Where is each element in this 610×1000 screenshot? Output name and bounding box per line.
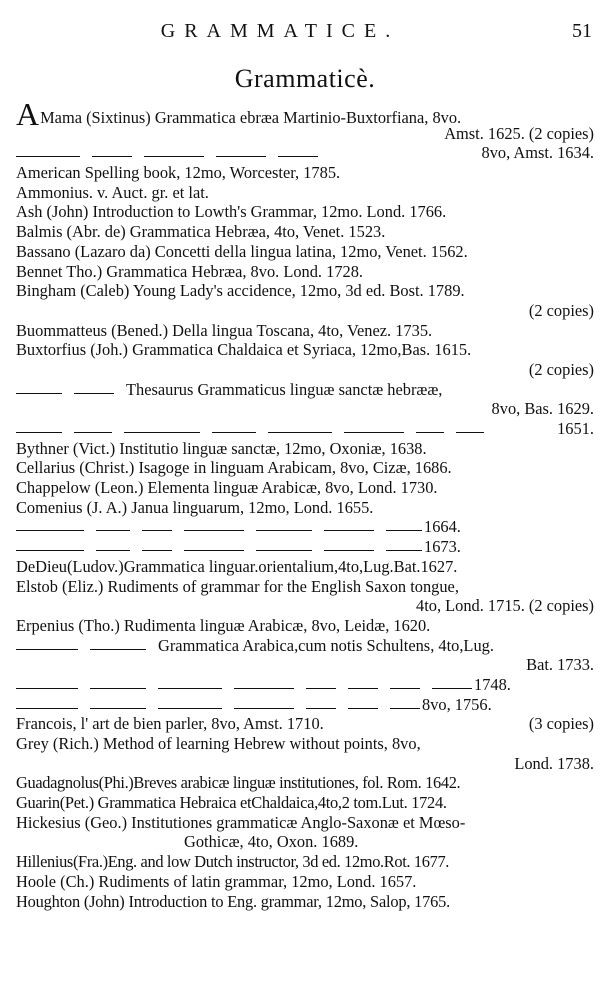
ditto-rule: [16, 432, 62, 433]
ditto-rule: [144, 156, 204, 157]
ditto-rule: [158, 708, 222, 709]
drop-cap: A: [16, 96, 40, 132]
entry-text: DeDieu(Ludov.)Grammatica linguar.orientalium,4to,Lug.Bat.1627.: [16, 556, 458, 576]
ditto-rule: [234, 708, 294, 709]
entry-line: [16, 183, 594, 203]
ditto-rule: [96, 530, 130, 531]
ditto-rule: [348, 688, 378, 689]
ditto-rule: [278, 156, 318, 157]
entry-line: [16, 222, 594, 242]
entry-line: [16, 202, 594, 222]
entry-line: [16, 655, 594, 675]
ditto-rule: [90, 708, 146, 709]
entry-text: Amst. 1625. (2 copies): [444, 123, 594, 143]
catalogue-entries: [16, 96, 594, 911]
entry-line: [16, 301, 594, 321]
ditto-rule: [212, 432, 256, 433]
entry-line: [16, 498, 594, 518]
ditto-rule: [386, 550, 422, 551]
entry-text: Buxtorfius (Joh.) Grammatica Chaldaica et Syriaca, 12mo,Bas. 1615.: [16, 340, 472, 360]
entry-text: Francois, l' art de bien parler, 8vo, Amst. 1710.: [16, 714, 324, 734]
entry-text: Bythner (Vict.) Institutio linguæ sanctæ, 12mo, Oxoniæ, 1638.: [16, 438, 427, 458]
entry-text: 4to, Lond. 1715. (2 copies): [416, 596, 594, 616]
ditto-rule: [16, 708, 78, 709]
ditto-rule: [184, 530, 244, 531]
entry-text: Grammatica Arabica,cum notis Schultens, 4to,Lug.: [158, 635, 494, 655]
entry-text: Ammonius. v. Auct. gr. et lat.: [16, 182, 209, 202]
entry-text: Bassano (Lazaro da) Concetti della lingua latina, 12mo, Venet. 1562.: [16, 241, 468, 261]
entry-line: [16, 517, 594, 537]
ditto-rule: [256, 530, 312, 531]
ditto-rule: [96, 550, 130, 551]
entry-text: Thesaurus Grammaticus linguæ sanctæ hebrææ,: [126, 379, 443, 399]
ditto-rule: [386, 530, 422, 531]
entry-text: Buommatteus (Bened.) Della lingua Toscana, 4to, Venez. 1735.: [16, 320, 433, 340]
entry-line: [16, 557, 594, 577]
ditto-rule: [16, 550, 84, 551]
entry-text: 8vo, Bas. 1629.: [491, 399, 594, 419]
entry-text: (3 copies): [528, 714, 594, 734]
entry-line: [16, 96, 594, 132]
entry-line: [16, 773, 594, 793]
ditto-rule: [16, 688, 78, 689]
ditto-rule: [74, 432, 112, 433]
ditto-rule: [74, 393, 114, 394]
entry-text: Chappelow (Leon.) Elementa linguæ Arabicæ, 8vo, Lond. 1730.: [16, 478, 438, 498]
ditto-rule: [90, 688, 146, 689]
entry-text: Elstob (Eliz.) Rudiments of grammar for the English Saxon tongue,: [16, 576, 459, 596]
entry-text: (2 copies): [528, 359, 594, 379]
ditto-rule: [268, 432, 332, 433]
entry-line: [16, 714, 594, 734]
entry-text: Ash (John) Introduction to Lowth's Grammar, 12mo. Lond. 1766.: [16, 202, 447, 222]
entry-line: [16, 242, 594, 262]
entry-line: [16, 734, 594, 754]
entry-line: [16, 832, 594, 852]
entry-text: Mama (Sixtinus) Grammatica ebræa Martinio-Buxtorfiana, 8vo.: [40, 108, 462, 127]
ditto-rule: [158, 688, 222, 689]
entry-line: [16, 360, 594, 380]
entry-line: [16, 439, 594, 459]
ditto-rule: [390, 688, 420, 689]
entry-line: [16, 281, 594, 301]
ditto-rule: [216, 156, 266, 157]
entry-line: [16, 143, 594, 163]
ditto-rule: [324, 530, 374, 531]
ditto-rule: [16, 156, 80, 157]
entry-text: Bennet Tho.) Grammatica Hebræa, 8vo. Lond. 1728.: [16, 261, 364, 281]
entry-line: [16, 163, 594, 183]
entry-line: [16, 813, 594, 833]
entry-text: 1673.: [424, 537, 461, 557]
entry-line: [16, 754, 594, 774]
entry-line: [16, 478, 594, 498]
ditto-rule: [344, 432, 404, 433]
entry-text: 1664.: [424, 517, 461, 537]
entry-text: Guarin(Pet.) Grammatica Hebraica etChaldaica,4to,2 tom.Lut. 1724.: [16, 793, 447, 813]
entry-text: Hickesius (Geo.) Institutiones grammaticæ Anglo-Saxonæ et Mœso-: [16, 812, 466, 832]
entry-line: [16, 419, 594, 439]
entry-text: 1748.: [474, 674, 511, 694]
ditto-rule: [142, 550, 172, 551]
section-title: Grammaticè.: [234, 64, 376, 93]
entry-text: Hillenius(Fra.)Eng. and low Dutch instructor, 3d ed. 12mo.Rot. 1677.: [16, 852, 450, 872]
entry-text: 1651.: [557, 419, 594, 438]
entry-line: [16, 872, 594, 892]
ditto-rule: [416, 432, 444, 433]
entry-text: Bat. 1733.: [526, 655, 594, 675]
entry-line: [16, 380, 594, 400]
entry-text: Balmis (Abr. de) Grammatica Hebræa, 4to, Venet. 1523.: [16, 222, 386, 242]
ditto-rule: [92, 156, 132, 157]
running-head: [0, 20, 610, 50]
ditto-rule: [90, 649, 146, 650]
entry-text: Guadagnolus(Phi.)Breves arabicæ linguæ institutiones, fol. Rom. 1642.: [16, 773, 461, 793]
ditto-rule: [432, 688, 472, 689]
entry-line: [16, 340, 594, 360]
page-number: 51: [572, 20, 592, 42]
entry-line: [16, 695, 594, 715]
ditto-rule: [142, 530, 172, 531]
entry-text: Cellarius (Christ.) Isagoge in linguam Arabicam, 8vo, Cizæ, 1686.: [16, 458, 452, 478]
entry-line: [16, 793, 594, 813]
ditto-rule: [184, 550, 244, 551]
entry-text: 8vo, Amst. 1634.: [481, 143, 594, 163]
ditto-rule: [456, 432, 484, 433]
entry-text: Lond. 1738.: [514, 753, 594, 773]
entry-line: [16, 616, 594, 636]
ditto-rule: [16, 393, 62, 394]
entry-line: [16, 262, 594, 282]
entry-line: [16, 458, 594, 478]
entry-line: [16, 892, 594, 912]
ditto-rule: [390, 708, 420, 709]
ditto-rule: [234, 688, 294, 689]
entry-text: American Spelling book, 12mo, Worcester, 1785.: [16, 163, 341, 183]
entry-text: 8vo, 1756.: [422, 694, 492, 714]
ditto-rule: [124, 432, 200, 433]
ditto-rule: [306, 688, 336, 689]
ditto-rule: [16, 530, 84, 531]
entry-line: [16, 636, 594, 656]
ditto-rule: [256, 550, 312, 551]
entry-line: [16, 675, 594, 695]
entry-text: (2 copies): [528, 300, 594, 320]
entry-text: Houghton (John) Introduction to Eng. grammar, 12mo, Salop, 1765.: [16, 891, 451, 911]
entry-text: Grey (Rich.) Method of learning Hebrew without points, 8vo,: [16, 734, 421, 753]
entry-text: Comenius (J. A.) Janua linguarum, 12mo, Lond. 1655.: [16, 497, 374, 517]
entry-line: [16, 537, 594, 557]
entry-line: [16, 321, 594, 341]
ditto-rule: [324, 550, 374, 551]
ditto-rule: [348, 708, 378, 709]
entry-line: [16, 399, 594, 419]
entry-line: [16, 596, 594, 616]
entry-text: Erpenius (Tho.) Rudimenta linguæ Arabicæ, 8vo, Leidæ, 1620.: [16, 615, 431, 635]
ditto-rule: [16, 649, 78, 650]
entry-text: Gothicæ, 4to, Oxon. 1689.: [184, 832, 359, 852]
running-title: GRAMMATICE.: [160, 20, 400, 42]
ditto-rule: [306, 708, 336, 709]
entry-line: [16, 852, 594, 872]
entry-line: [16, 577, 594, 597]
entry-text: Bingham (Caleb) Young Lady's accidence, 12mo, 3d ed. Bost. 1789.: [16, 281, 465, 301]
entry-text: Hoole (Ch.) Rudiments of latin grammar, 12mo, Lond. 1657.: [16, 871, 417, 891]
